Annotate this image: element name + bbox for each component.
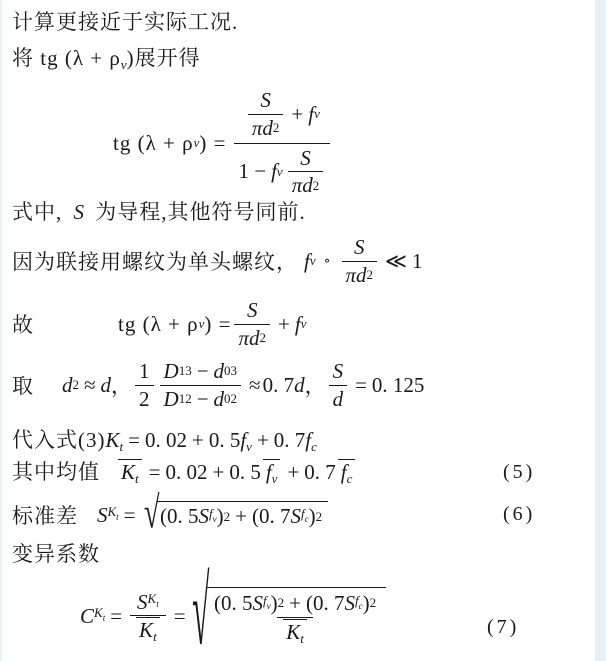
plus-operator: +: [287, 460, 300, 484]
text-run: 将: [12, 46, 41, 70]
number-05: 0. 5: [229, 460, 261, 484]
numerator-squares-sum: ( 0. 5 S $f_v$ ) 2 + ( 0. 7 S $f_c$ ) 2: [214, 591, 377, 616]
subscript-t: t: [119, 439, 124, 455]
open-paren: (: [160, 504, 167, 528]
subscript-c: c: [358, 600, 363, 611]
subscript-Kt: [94, 605, 106, 624]
math-var-f: f: [240, 428, 247, 452]
math-pid: πd: [251, 115, 273, 140]
fraction-s-over-pid2: [248, 87, 284, 142]
math-var-S: S: [344, 591, 355, 616]
denominator-pid2: πd 2: [288, 171, 324, 199]
numerator-cubes: D 1 3 − d 0 3: [163, 358, 238, 383]
subscript-v: v: [246, 439, 252, 455]
math-var-K: K: [121, 460, 136, 484]
math-var-d: d: [62, 372, 73, 397]
plus-operator: +: [212, 460, 225, 484]
math-var-S: S: [290, 504, 301, 528]
subscript-Kt: [147, 591, 159, 610]
fraction-s-over-pid2: [288, 145, 324, 200]
math-var-K: K: [147, 591, 157, 607]
equation-line-qu: 取 d 2 ≈ d ， $\frac{1}{2}$ D 1 3 − d 0 3 D 1 2 − d 0 2 ≈ 0. 7 d ， $\frac{S}{d}$ = 0. 125: [12, 358, 425, 411]
math-tg-open: tg (λ + ρ: [40, 46, 121, 70]
numerator-1: 1: [139, 358, 150, 383]
label-stddev: 标准差: [12, 504, 78, 528]
much-less-than: ≪: [385, 248, 408, 273]
math-var-f: f: [300, 505, 305, 521]
fraction-s-over-pid2: [342, 234, 378, 289]
fraction-one-half: [135, 358, 154, 413]
radical-sign: √: [191, 560, 209, 661]
math-var-f: f: [294, 311, 301, 336]
close-paren: ): [216, 504, 224, 528]
open-paren: (: [251, 504, 259, 528]
math-var-K: K: [94, 605, 103, 621]
paragraph-line-4: [12, 196, 306, 226]
overbar-fv: [263, 459, 281, 487]
subscript-fv: [263, 592, 271, 611]
math-var-f: f: [308, 101, 315, 126]
number-0125: 0. 125: [371, 372, 425, 397]
math-var-d: d: [100, 372, 112, 397]
math-var-d: d: [213, 358, 225, 383]
math-pid: πd: [238, 325, 260, 350]
math-var-S: S: [260, 88, 271, 112]
number-one: 1: [412, 248, 423, 273]
text-run: 变异系数: [12, 542, 100, 566]
subscript-c: c: [346, 471, 353, 487]
subscript-c: c: [304, 514, 309, 525]
math-var-S: S: [354, 234, 365, 259]
subscript-t: t: [153, 629, 157, 645]
subscript-t: t: [300, 630, 304, 646]
equation-line-variation: [80, 560, 388, 661]
math-var-K: K: [105, 428, 120, 452]
radicand: ( 0. 5 S $f_v$ ) 2 + ( 0. 7 S $f_c$ ) 2: [157, 501, 328, 529]
text-run: 代入式(3): [12, 428, 106, 452]
subscript-c: c: [311, 439, 317, 455]
math-var-f: f: [305, 428, 312, 452]
equation-number-7: (7): [487, 616, 520, 638]
fraction-skt-over-kt: [130, 589, 166, 644]
number-07: 0. 7: [258, 504, 291, 528]
paragraph-line-2: [12, 42, 201, 72]
math-var-S: S: [332, 358, 344, 383]
numerator-skt: [133, 589, 163, 616]
plus-operator: +: [235, 504, 247, 528]
math-var-S: S: [252, 591, 263, 616]
math-var-f: f: [354, 592, 359, 608]
numerator: S πd 2 + f v: [241, 86, 324, 143]
math-var-S: S: [73, 200, 84, 224]
number-002: 0. 02: [165, 460, 208, 484]
approx-operator: ≈: [84, 372, 96, 397]
approx-operator: ≈: [249, 372, 261, 397]
subscript-v: v: [120, 57, 127, 73]
number-05: 0. 5: [208, 428, 241, 452]
number-002: 0. 02: [144, 428, 187, 452]
equals-close: ) =: [204, 311, 232, 336]
math-var-d: d: [329, 385, 348, 413]
subscript-v: v: [271, 471, 278, 487]
equation-line-gu: 故 tg (λ + ρ v ) = S πd 2 + f v: [12, 297, 307, 350]
fraction-under-root: [210, 590, 380, 645]
paragraph-line-5: 因为联接用螺纹为单头螺纹， f v ∘ S πd 2 ≪ 1: [12, 234, 423, 287]
math-var-d: d: [213, 386, 225, 411]
number-05: 0. 5: [167, 504, 199, 528]
denominator-pid2: πd 2: [248, 114, 284, 142]
main-fraction: [234, 86, 330, 200]
close-paren: ): [362, 591, 370, 616]
open-paren: (: [305, 591, 313, 616]
equation-line-stddev: [12, 488, 330, 538]
plus-operator: +: [191, 428, 204, 452]
ring-operator: ∘: [323, 253, 331, 269]
math-var-S: S: [300, 145, 311, 170]
math-var-K: K: [107, 504, 117, 520]
paragraph-line-1: [12, 6, 238, 36]
subscript-Kt: [107, 504, 119, 523]
overbar-Kt: [283, 619, 307, 644]
math-var-S: S: [97, 502, 108, 527]
denominator-ktbar: [130, 615, 166, 643]
equals-operator: =: [123, 502, 136, 527]
subscript-t: t: [135, 471, 139, 487]
overbar-Kt: [136, 617, 160, 645]
math-tg-open: tg (λ + ρ: [113, 130, 194, 155]
math-var-f: f: [265, 460, 272, 484]
equals-operator: =: [110, 603, 123, 628]
equation-number-5: (5): [503, 461, 536, 483]
paragraph-line-11: [12, 538, 100, 568]
radicand: [207, 587, 386, 645]
math-var-K: K: [286, 619, 301, 644]
plus-operator: +: [278, 311, 290, 336]
close-paren: ): [126, 46, 135, 70]
equals-operator: =: [148, 460, 161, 484]
plus-operator: +: [291, 101, 304, 126]
close-paren: ): [308, 504, 316, 528]
label-gu: 故: [12, 313, 34, 337]
equation-line-mean: [12, 456, 357, 486]
minus-operator: −: [196, 386, 209, 411]
plus-operator: +: [289, 591, 301, 616]
math-pid: πd: [291, 173, 313, 198]
math-var-f: f: [271, 159, 277, 184]
page-right-margin-strip: [595, 0, 606, 661]
denominator-ktbar: [277, 617, 313, 645]
minus-operator: −: [196, 358, 209, 383]
denominator: 1 − f v S πd 2: [234, 143, 330, 201]
subscript-fc: [354, 592, 363, 611]
label-mean: 其中均值: [12, 460, 100, 484]
text-run: 式中,: [12, 200, 63, 224]
math-var-K: K: [139, 618, 154, 643]
equation-line-kt: [12, 424, 317, 454]
square-root: [143, 488, 329, 538]
comma: ，: [111, 374, 133, 398]
subscript-v: v: [266, 600, 271, 611]
text-run: 为导程,其他符号同前.: [95, 200, 306, 224]
math-var-f: f: [340, 460, 347, 484]
equals-operator: =: [128, 428, 140, 452]
equals-operator: =: [173, 603, 186, 628]
subscript-t: t: [116, 512, 119, 523]
subscript-v: v: [212, 514, 217, 525]
denominator-2: 2: [135, 385, 154, 413]
number-05: 0. 5: [221, 591, 253, 616]
fraction-s-over-pid2: [234, 297, 270, 352]
math-var-D: D: [163, 386, 179, 411]
math-var-S: S: [137, 589, 148, 614]
denominator-squares: D 1 2 − d 0 2: [160, 385, 242, 413]
fraction-diameters: [160, 358, 242, 413]
math-var-d: d: [294, 372, 305, 397]
open-paren: (: [214, 591, 221, 616]
one-minus: 1 −: [238, 159, 267, 184]
number-07: 0. 7: [262, 372, 295, 397]
fraction-s-over-d: [329, 358, 348, 413]
math-tg-open: tg (λ + ρ: [118, 311, 199, 336]
number-07: 0. 7: [312, 591, 345, 616]
subscript-fc: [300, 505, 309, 525]
equals-operator: =: [355, 372, 367, 397]
math-var-S: S: [198, 504, 209, 528]
number-07: 0. 7: [304, 460, 336, 484]
equals-close: ) =: [199, 130, 227, 155]
number-07: 0. 7: [273, 428, 306, 452]
math-var-f: f: [263, 592, 267, 608]
math-pid: πd: [345, 262, 367, 287]
plus-operator: +: [256, 428, 269, 452]
math-var-f: f: [304, 248, 310, 273]
subscript-fv: [209, 505, 217, 525]
page-left-margin-strip: [0, 0, 2, 661]
text-run: 展开得: [134, 46, 201, 70]
subscript-t: t: [156, 599, 159, 610]
math-var-f: f: [209, 505, 213, 521]
comma: ，: [304, 374, 326, 398]
text-run: 因为联接用螺纹为单头螺纹，: [12, 250, 298, 274]
display-formula-expansion: tg (λ + ρ v ) = S πd 2 + f v 1 − f v S πd 2: [113, 86, 333, 200]
overbar-Kt: [118, 459, 142, 487]
subscript-t: t: [102, 613, 106, 624]
close-paren: ): [270, 591, 278, 616]
label-qu: 取: [12, 374, 34, 398]
denominator-pid2: πd 2: [234, 324, 270, 352]
denominator-pid2: πd 2: [342, 261, 378, 289]
text-run: 计算更接近于实际工况.: [12, 10, 239, 34]
math-var-C: C: [80, 603, 95, 628]
overbar-fc: [338, 459, 356, 487]
equation-number-6: (6): [503, 503, 536, 525]
math-var-D: D: [163, 358, 179, 383]
square-root: [191, 560, 387, 661]
math-var-S: S: [246, 297, 258, 322]
radical-sign: √: [143, 488, 159, 538]
